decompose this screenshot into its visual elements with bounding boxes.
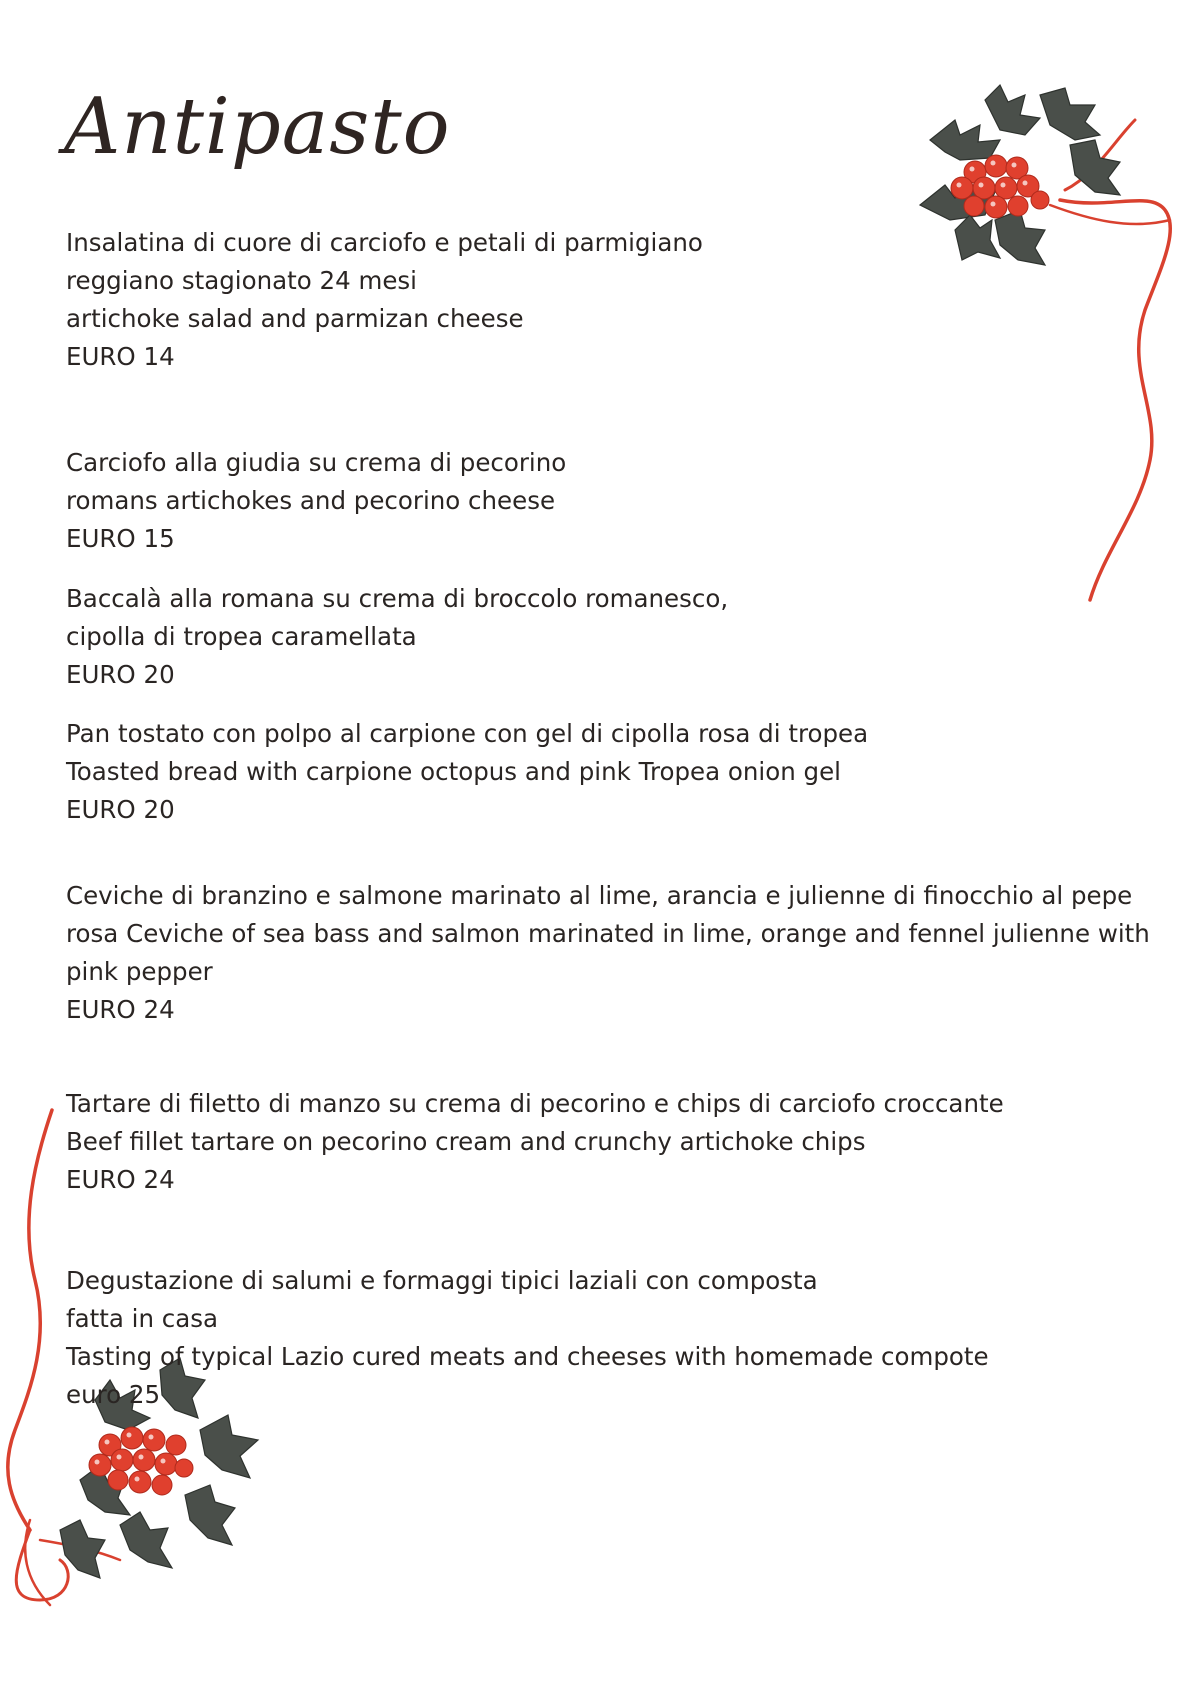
item-line: fatta in casa — [66, 1304, 219, 1333]
item-price: EURO 24 — [66, 1165, 175, 1194]
item-price: EURO 14 — [66, 342, 175, 371]
item-line: Toasted bread with carpione octopus and pink Tropea onion gel — [66, 757, 841, 786]
item-line: artichoke salad and parmizan cheese — [66, 304, 524, 333]
item-price: EURO 20 — [66, 660, 175, 689]
item-line: Ceviche di branzino e salmone marinato al lime, arancia e julienne di finocchio al pepe — [66, 881, 1133, 910]
item-line: Baccalà alla romana su crema di broccolo romanesco, — [66, 584, 729, 613]
menu-item — [66, 224, 1186, 376]
item-line: Insalatina di cuore di carciofo e petali di parmigiano — [66, 228, 703, 257]
item-line: Carciofo alla giudia su crema di pecorino — [66, 448, 567, 477]
section-title: Antipasto — [64, 82, 451, 172]
item-line: Degustazione di salumi e formaggi tipici laziali con composta — [66, 1266, 818, 1295]
menu-item — [66, 444, 1186, 558]
item-line: Beef fillet tartare on pecorino cream and crunchy artichoke chips — [66, 1127, 866, 1156]
ribbon-bottom-left — [8, 1110, 52, 1530]
item-price: EURO 24 — [66, 995, 175, 1024]
item-price: EURO 15 — [66, 524, 175, 553]
menu-item — [66, 580, 1186, 694]
menu-item — [66, 1085, 1186, 1199]
holly-leaf — [185, 1485, 235, 1545]
holly-leaf — [930, 120, 1000, 160]
holly-leaf — [120, 1512, 172, 1568]
menu-item — [66, 715, 1186, 829]
item-line: reggiano stagionato 24 mesi — [66, 266, 417, 295]
item-price: EURO 20 — [66, 795, 175, 824]
item-line: pink pepper — [66, 957, 213, 986]
item-price: euro 25 — [66, 1380, 161, 1409]
item-line: Tartare di filetto di manzo su crema di pecorino e chips di carciofo croccante — [66, 1089, 1004, 1118]
item-line: Tasting of typical Lazio cured meats and cheeses with homemade compote — [66, 1342, 989, 1371]
item-line: cipolla di tropea caramellata — [66, 622, 417, 651]
item-line: Pan tostato con polpo al carpione con gel di cipolla rosa di tropea — [66, 719, 869, 748]
menu-item — [66, 877, 1186, 1029]
item-line: rosa Ceviche of sea bass and salmon marinated in lime, orange and fennel julienne with — [66, 919, 1150, 948]
holly-leaf — [200, 1415, 258, 1478]
holly-leaf — [1040, 88, 1100, 140]
item-line: romans artichokes and pecorino cheese — [66, 486, 556, 515]
menu-item — [66, 1262, 1186, 1414]
holly-leaf — [985, 85, 1040, 135]
